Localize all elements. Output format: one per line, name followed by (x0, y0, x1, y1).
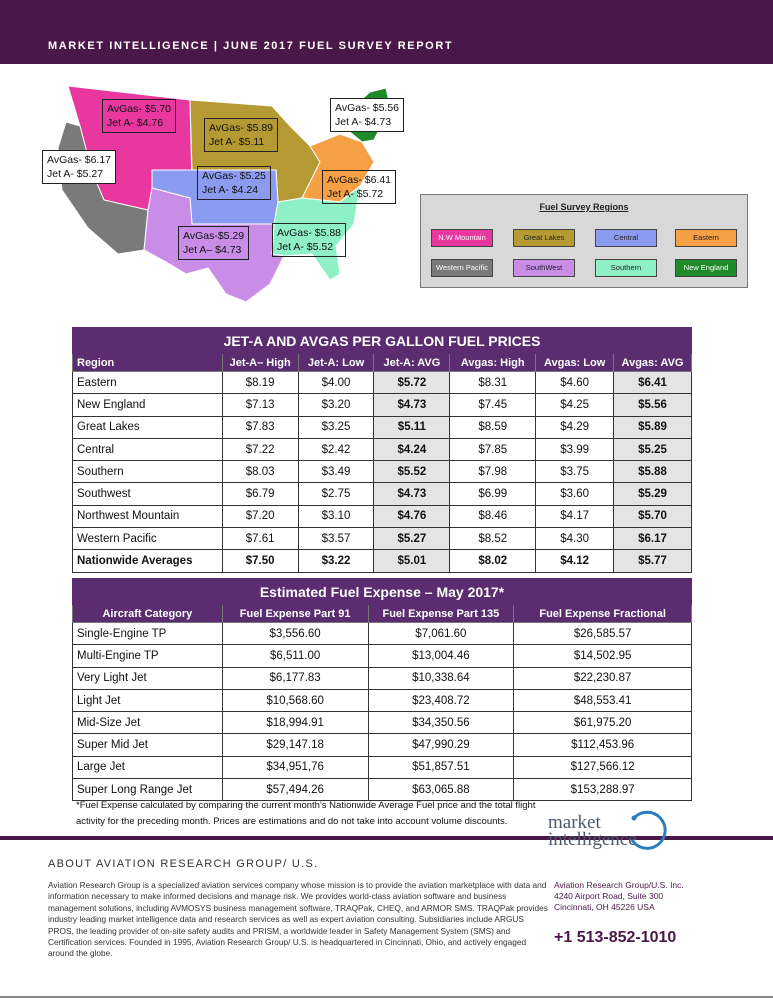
col-part-135: Fuel Expense Part 135 (368, 605, 514, 623)
page-bottom-border (0, 996, 773, 998)
ne-avgas: AvGas- $5.56 (335, 102, 400, 114)
price-cell: $7.83 (222, 416, 298, 438)
legend-southern: Southern (595, 259, 657, 277)
price-row (73, 394, 692, 416)
map-label-southwest (178, 226, 249, 260)
price-row (73, 461, 692, 483)
eastern-avgas: AvGas- $6.41 (327, 174, 392, 186)
region-name: Southwest (73, 483, 223, 505)
contact-phone[interactable]: +1 513-852-1010 (554, 929, 677, 946)
expense-cell: $61,975.20 (514, 712, 692, 734)
price-cell: $7.20 (222, 505, 298, 527)
expense-cell: $10,568.60 (222, 689, 368, 711)
us-region-map (40, 78, 420, 318)
price-row (73, 528, 692, 550)
price-cell: $2.42 (298, 438, 374, 460)
fuel-price-body (73, 372, 692, 550)
price-cell: $5.72 (374, 372, 450, 394)
price-cell: $4.29 (536, 416, 614, 438)
price-cell: $8.52 (450, 528, 536, 550)
price-cell: $8.59 (450, 416, 536, 438)
map-label-central (197, 166, 271, 200)
map-label-great-lakes (204, 118, 278, 152)
expense-cell: $48,553.41 (514, 689, 692, 711)
price-cell: $8.19 (222, 372, 298, 394)
col-fractional: Fuel Expense Fractional (514, 605, 692, 623)
wp-avgas: AvGas- $6.17 (47, 154, 112, 166)
expense-cell: $34,350.56 (368, 712, 514, 734)
nw-jeta: Jet A- $4.76 (107, 117, 164, 129)
legend-title: Fuel Survey Regions (539, 202, 629, 212)
price-row (73, 483, 692, 505)
legend-new-england: New England (675, 259, 737, 277)
price-cell: $6.17 (614, 528, 692, 550)
price-cell: $3.60 (536, 483, 614, 505)
price-cell: $4.76 (374, 505, 450, 527)
region-name: Central (73, 438, 223, 460)
aircraft-category: Large Jet (73, 756, 223, 778)
aircraft-category: Super Long Range Jet (73, 779, 223, 801)
price-cell: $4.30 (536, 528, 614, 550)
expense-cell: $6,177.83 (222, 667, 368, 689)
aircraft-category: Single-Engine TP (73, 623, 223, 645)
price-cell: $5.11 (374, 416, 450, 438)
col-avgas-low: Avgas: Low (536, 354, 614, 372)
expense-cell: $153,288.97 (514, 779, 692, 801)
price-cell: $5.27 (374, 528, 450, 550)
region-name: Great Lakes (73, 416, 223, 438)
fuel-expense-table (72, 578, 692, 801)
legend-eastern: Eastern (675, 229, 737, 247)
price-cell: $8.46 (450, 505, 536, 527)
region-name: New England (73, 394, 223, 416)
legend-southwest: SouthWest (513, 259, 575, 277)
totals-avgas-high: $8.02 (450, 550, 536, 572)
price-cell: $4.00 (298, 372, 374, 394)
map-label-western-pacific (42, 150, 116, 184)
expense-cell: $63,065.88 (368, 779, 514, 801)
price-cell: $3.75 (536, 461, 614, 483)
price-cell: $3.25 (298, 416, 374, 438)
about-text: Aviation Research Group is a specialized aviation services company whose mission is to provide the aviation marketplace with data and information necessary to make informed decisions and manage risk. We provides world-class aviation software and business management solutions, including AVMOSYS business management software, TRAQPak, CHEQ, and ARMOR SMS. TRAQPak provides industry leading market intelligence data and research services as well as expert aviation consulting. Subsidiaries include ARGUS PROS, the leading provider of on-site safety audits and PRISM, a worldwide leader in Safety Management System (SMS) and Certification services. Founded in 1995, Aviation Research Group/ U.S. is headquartered in Cincinnati, Ohio, and actively engaged around the globe. (48, 880, 548, 959)
price-cell: $4.73 (374, 394, 450, 416)
price-cell: $7.13 (222, 394, 298, 416)
gl-avgas: AvGas- $5.89 (209, 122, 274, 134)
price-cell: $4.24 (374, 438, 450, 460)
expense-row (73, 667, 692, 689)
price-cell: $7.22 (222, 438, 298, 460)
price-cell: $4.60 (536, 372, 614, 394)
price-cell: $5.52 (374, 461, 450, 483)
price-cell: $4.73 (374, 483, 450, 505)
legend-great-lakes: Great Lakes (513, 229, 575, 247)
expense-row (73, 756, 692, 778)
col-jeta-low: Jet-A: Low (298, 354, 374, 372)
price-cell: $5.70 (614, 505, 692, 527)
contact-name: Aviation Research Group/U.S. Inc. (554, 880, 684, 890)
market-intelligence-logo (548, 810, 668, 860)
price-cell: $6.99 (450, 483, 536, 505)
legend-nw-mountain: N.W Mountain (431, 229, 493, 247)
expense-cell: $13,004.46 (368, 645, 514, 667)
region-name: Northwest Mountain (73, 505, 223, 527)
sw-avgas: AvGas-$5.29 (183, 230, 245, 242)
price-cell: $8.31 (450, 372, 536, 394)
totals-avgas-avg: $5.77 (614, 550, 692, 572)
aircraft-category: Mid-Size Jet (73, 712, 223, 734)
expense-cell: $22,230.87 (514, 667, 692, 689)
aircraft-category: Multi-Engine TP (73, 645, 223, 667)
expense-cell: $112,453.96 (514, 734, 692, 756)
price-cell: $3.99 (536, 438, 614, 460)
col-jeta-high: Jet-A– High (222, 354, 298, 372)
expense-cell: $23,408.72 (368, 689, 514, 711)
price-cell: $5.56 (614, 394, 692, 416)
contact-address (554, 880, 684, 913)
legend-western-pacific: Western Pacific (431, 259, 493, 277)
price-cell: $5.29 (614, 483, 692, 505)
expense-cell: $34,951,76 (222, 756, 368, 778)
price-row (73, 416, 692, 438)
fuel-price-table (72, 327, 692, 573)
central-avgas: AvGas- $5.25 (202, 170, 267, 182)
totals-jeta-low: $3.22 (298, 550, 374, 572)
price-cell: $4.25 (536, 394, 614, 416)
region-legend (420, 194, 748, 288)
col-avgas-avg: Avgas: AVG (614, 354, 692, 372)
aircraft-category: Very Light Jet (73, 667, 223, 689)
fuel-price-title: JET-A AND AVGAS PER GALLON FUEL PRICES (73, 328, 692, 354)
about-title: ABOUT AVIATION RESEARCH GROUP/ U.S. (48, 858, 319, 870)
price-cell: $7.45 (450, 394, 536, 416)
price-row (73, 438, 692, 460)
gl-jeta: Jet A- $5.11 (209, 136, 265, 148)
expense-cell: $47,990.29 (368, 734, 514, 756)
expense-cell: $26,585.57 (514, 623, 692, 645)
map-label-southern (272, 223, 346, 257)
fuel-price-header-row (73, 354, 692, 372)
price-cell: $7.61 (222, 528, 298, 550)
southern-avgas: AvGas- $5.88 (277, 227, 342, 239)
price-cell: $5.25 (614, 438, 692, 460)
expense-row (73, 712, 692, 734)
footnote-line-1: *Fuel Expense calculated by comparing the current month's Nationwide Average Fuel price and the total flight (76, 800, 536, 811)
logo-line-1: market (548, 812, 601, 833)
map-label-new-england (330, 98, 404, 132)
central-jeta: Jet A- $4.24 (202, 184, 259, 196)
ne-jeta: Jet A- $4.73 (335, 116, 392, 128)
price-cell: $3.57 (298, 528, 374, 550)
southern-jeta: Jet A- $5.52 (277, 241, 334, 253)
col-region: Region (73, 354, 223, 372)
price-cell: $4.17 (536, 505, 614, 527)
wp-jeta: Jet A- $5.27 (47, 168, 104, 180)
expense-cell: $7,061.60 (368, 623, 514, 645)
expense-cell: $10,338.64 (368, 667, 514, 689)
expense-cell: $6,511.00 (222, 645, 368, 667)
expense-cell: $29,147.18 (222, 734, 368, 756)
expense-cell: $127,566.12 (514, 756, 692, 778)
region-name: Western Pacific (73, 528, 223, 550)
logo-swoosh-icon (628, 810, 668, 850)
nw-avgas: AvGas- $5.70 (107, 103, 172, 115)
sw-jeta: Jet A– $4.73 (183, 244, 242, 256)
map-label-nw-mountain (102, 99, 176, 133)
fuel-expense-body (73, 623, 692, 801)
fuel-expense-header-row (73, 605, 692, 623)
contact-city: Cincinnati, OH 45226 USA (554, 902, 655, 912)
price-cell: $3.10 (298, 505, 374, 527)
price-row (73, 372, 692, 394)
expense-row (73, 645, 692, 667)
totals-avgas-low: $4.12 (536, 550, 614, 572)
aircraft-category: Light Jet (73, 689, 223, 711)
col-aircraft-category: Aircraft Category (73, 605, 223, 623)
expense-cell: $57,494.26 (222, 779, 368, 801)
eastern-jeta: Jet A- $5.72 (327, 188, 384, 200)
map-label-eastern (322, 170, 396, 204)
totals-jeta-avg: $5.01 (374, 550, 450, 572)
aircraft-category: Super Mid Jet (73, 734, 223, 756)
region-name: Southern (73, 461, 223, 483)
price-cell: $2.75 (298, 483, 374, 505)
contact-street: 4240 Airport Road, Suite 300 (554, 891, 664, 901)
expense-cell: $14,502.95 (514, 645, 692, 667)
expense-cell: $51,857.51 (368, 756, 514, 778)
price-cell: $3.20 (298, 394, 374, 416)
col-jeta-avg: Jet-A: AVG (374, 354, 450, 372)
expense-row (73, 623, 692, 645)
nationwide-averages-row (73, 550, 692, 572)
price-cell: $7.98 (450, 461, 536, 483)
fuel-expense-title-row (73, 579, 692, 605)
totals-label: Nationwide Averages (73, 550, 223, 572)
legend-central: Central (595, 229, 657, 247)
price-row (73, 505, 692, 527)
totals-jeta-high: $7.50 (222, 550, 298, 572)
header-bar (0, 0, 773, 64)
price-cell: $6.41 (614, 372, 692, 394)
expense-cell: $3,556.60 (222, 623, 368, 645)
region-name: Eastern (73, 372, 223, 394)
logo-line-2: intelligence (548, 829, 637, 850)
expense-cell: $18,994.91 (222, 712, 368, 734)
footnote-line-2: activity for the preceding month. Prices are estimations and do not take into account volume discounts. (76, 816, 508, 827)
price-cell: $7.85 (450, 438, 536, 460)
logo-text (548, 814, 637, 848)
fuel-price-title-row (73, 328, 692, 354)
col-avgas-high: Avgas: High (450, 354, 536, 372)
price-cell: $8.03 (222, 461, 298, 483)
price-cell: $5.88 (614, 461, 692, 483)
col-part-91: Fuel Expense Part 91 (222, 605, 368, 623)
fuel-expense-title: Estimated Fuel Expense – May 2017* (73, 579, 692, 605)
price-cell: $6.79 (222, 483, 298, 505)
expense-row (73, 734, 692, 756)
expense-row (73, 689, 692, 711)
price-cell: $5.89 (614, 416, 692, 438)
price-cell: $3.49 (298, 461, 374, 483)
report-title: MARKET INTELLIGENCE | JUNE 2017 FUEL SURVEY REPORT (48, 40, 454, 52)
